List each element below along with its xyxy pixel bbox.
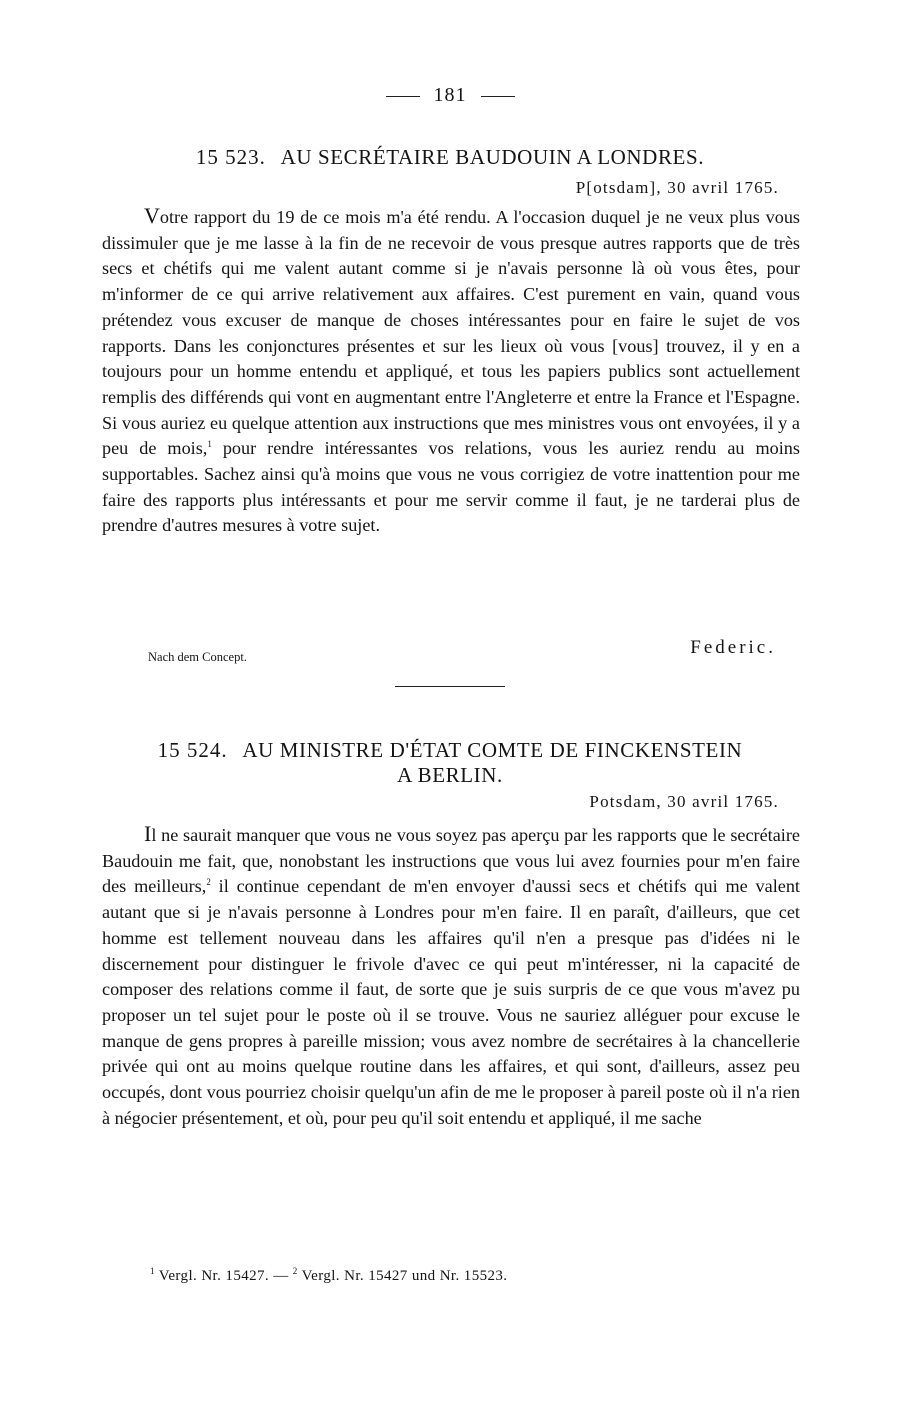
letter-1-signature: Federic. [690, 637, 776, 658]
letter-1-source-note: Nach dem Concept. [148, 650, 247, 664]
letter-2-heading [100, 738, 800, 788]
letter-2-heading-line1 [100, 738, 800, 763]
letter-2-title-line2: A BERLIN. [397, 763, 503, 787]
letter-2-place-date: Potsdam, 30 avril 1765. [589, 792, 779, 811]
letter-1-number: 15 523. [195, 145, 266, 169]
footnote-2-mark: 2 [292, 1266, 298, 1276]
footnote-1-mark: 1 [150, 1266, 155, 1276]
footnote-2-text: Vergl. Nr. 15427 und Nr. 15523. [301, 1268, 508, 1284]
section-divider [395, 686, 505, 687]
footnote-ref-2[interactable]: 2 [206, 877, 211, 888]
letter-2-body-part1: Il ne saurait manquer que vous ne vous soyez pas aperçu par les rapports que le secrétaire Baudouin me fait, que, nonobstant les instructions que vous lui avez fournies pour m'en faire des meilleurs, [102, 821, 800, 897]
page-number [0, 84, 900, 107]
letter-2-title-line1: AU MINISTRE D'ÉTAT COMTE DE FINCKENSTEIN [242, 738, 743, 762]
letter-1-heading [100, 145, 800, 170]
letter-1-place-date: P[otsdam], 30 avril 1765. [575, 178, 779, 197]
letter-2-body-part2: il continue cependant de m'en envoyer d'aussi secs et chétifs qui me valent autant que si je n'avais personne à Londres pour m'en faire. Il en paraît, d'ailleurs, que cet homme est tellement nouveau dans les affaires qu'il n'en a presque pas d'idées ni le discernement pour distinguer le frivole d'avec ce qui peut m'intéresser, ni la capacité de composer des relations comme il faut, de sorte que je suis surpris de ce que vous m'avez pu proposer un tel sujet pour le poste où il se trouve. Vous ne sauriez alléguer pour excuse le manque de gens propres à pareille mission; vous avez nombre de secrétaires à la chancellerie privée qui ont au moins quelque routine dans les affaires, et qui sont, d'ailleurs, assez peu occupés, dont vous pourriez choisir quelqu'un afin de me le proposer à pareil poste où il n'a rien à négocier présentement, et où, pour peu qu'il soit entendu et appliqué, il me sache [102, 876, 800, 1128]
letter-1-body-part2: pour rendre intéressantes vos relations, vous les auriez rendu au moins supportables. Sachez ainsi qu'à moins que vous ne vous corrigiez de votre inattention pour me faire des rapports plus intéressants et pour me servir comme il faut, je ne tarderai plus de prendre d'autres mesures à votre sujet. [102, 438, 800, 536]
letter-1-title: AU SECRÉTAIRE BAUDOUIN A LONDRES. [280, 145, 705, 169]
letter-2-number: 15 524. [157, 738, 228, 762]
page-number-left-rule [386, 96, 420, 97]
page-number-text: 181 [433, 84, 467, 106]
footnotes [150, 1268, 507, 1285]
letter-1-body [102, 203, 800, 539]
letter-2-body [102, 821, 800, 1131]
footnote-ref-1[interactable]: 1 [207, 439, 212, 450]
letter-1-body-part1: Votre rapport du 19 de ce mois m'a été rendu. A l'occasion duquel je ne veux plus vous dissimuler que je me lasse à la fin de ne recevoir de vous presque autres rapports que de très secs et chétifs qui me valent autant comme si je n'avais personne là où vous êtes, pour m'informer de ce qui arrive relativement aux affaires. C'est purement en vain, quand vous prétendez vous excuser de manque de choses intéressantes pour en faire le sujet de vos rapports. Dans les conjonctures présentes et sur les lieux où vous [vous] trouvez, il y en a toujours pour un homme entendu et appliqué, et tous les papiers publics sont actuellement remplis des différends qui vont en augmentant entre l'Angleterre et entre la France et l'Espagne. Si vous auriez eu quelque attention aux instructions que mes ministres vous ont envoyées, il y a peu de mois, [102, 203, 800, 459]
page-number-right-rule [481, 96, 515, 97]
footnote-1-text: Vergl. Nr. 15427. — [158, 1268, 289, 1284]
